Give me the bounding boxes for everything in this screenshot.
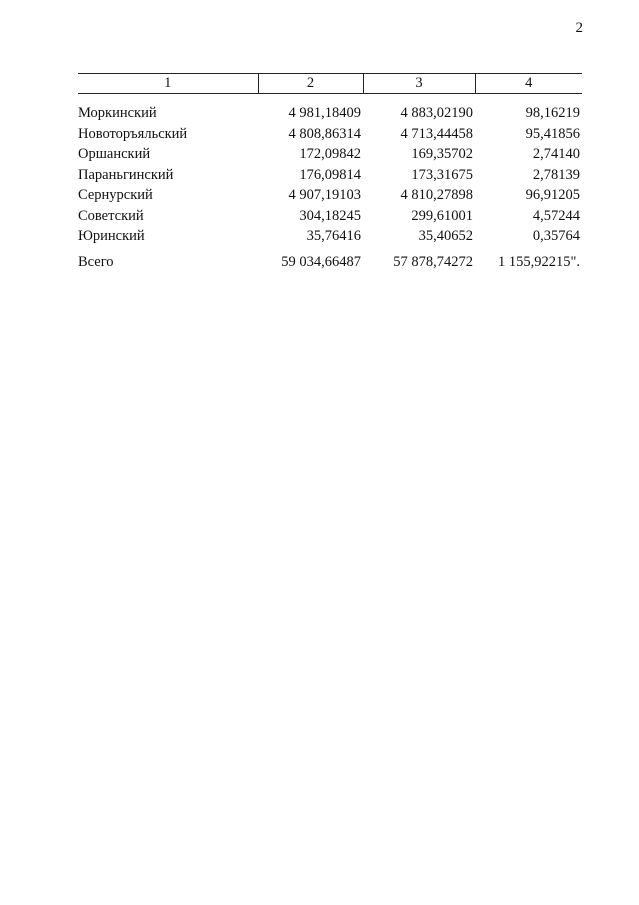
table-cell: 0,35764 [532, 228, 580, 244]
table-cell: 304,18245 [299, 207, 361, 224]
district-name: Новоторъяльский [78, 125, 188, 142]
table-cell: 173,31675 [411, 166, 473, 183]
table-cell: 4 808,86314 [288, 125, 361, 142]
district-name: Советский [78, 207, 144, 224]
table-row [78, 206, 582, 227]
table-cell: 176,09814 [299, 166, 361, 183]
table-cell: 4 883,02190 [400, 105, 473, 121]
table-cell: 2,74140 [532, 146, 580, 162]
table-cell: 299,61001 [411, 207, 473, 224]
table-cell: 4 981,18409 [288, 105, 361, 121]
district-name: Оршанский [78, 146, 151, 162]
district-name: Параньгинский [78, 166, 174, 183]
total-row [78, 252, 582, 273]
table-cell: 96,91205 [525, 187, 580, 203]
table-cell: 4 810,27898 [400, 187, 473, 203]
table-cell: 4 713,44458 [400, 125, 473, 142]
table-cell: 35,76416 [306, 228, 361, 244]
table-row [78, 185, 582, 206]
table-cell: 95,41856 [525, 125, 580, 142]
table-cell: 1 155,92215". [497, 253, 580, 270]
column-header: 4 [475, 74, 582, 94]
district-name: Моркинский [78, 105, 157, 121]
table-cell: 2,78139 [532, 166, 580, 183]
column-header: 3 [363, 74, 475, 94]
district-name: Юринский [78, 228, 145, 244]
table-row [78, 124, 582, 145]
district-name: Сернурский [78, 187, 153, 203]
table-cell: 4 907,19103 [288, 187, 361, 203]
table-cell: 35,40652 [418, 228, 473, 244]
table-row [78, 103, 582, 124]
table-cell: 57 878,74272 [393, 253, 473, 270]
data-table [78, 73, 582, 272]
column-header: 1 [78, 74, 258, 94]
table-cell: 172,09842 [299, 146, 361, 162]
column-header: 2 [258, 74, 363, 94]
table-cell: 4,57244 [532, 207, 580, 224]
table-row [78, 165, 582, 186]
page-number: 2 [575, 20, 583, 36]
table-cell: 98,16219 [525, 105, 580, 121]
table-row [78, 226, 582, 247]
total-label: Всего [78, 253, 114, 270]
table-row [78, 144, 582, 165]
table-cell: 59 034,66487 [281, 253, 361, 270]
table-cell: 169,35702 [411, 146, 473, 162]
table-header-row [78, 74, 582, 94]
